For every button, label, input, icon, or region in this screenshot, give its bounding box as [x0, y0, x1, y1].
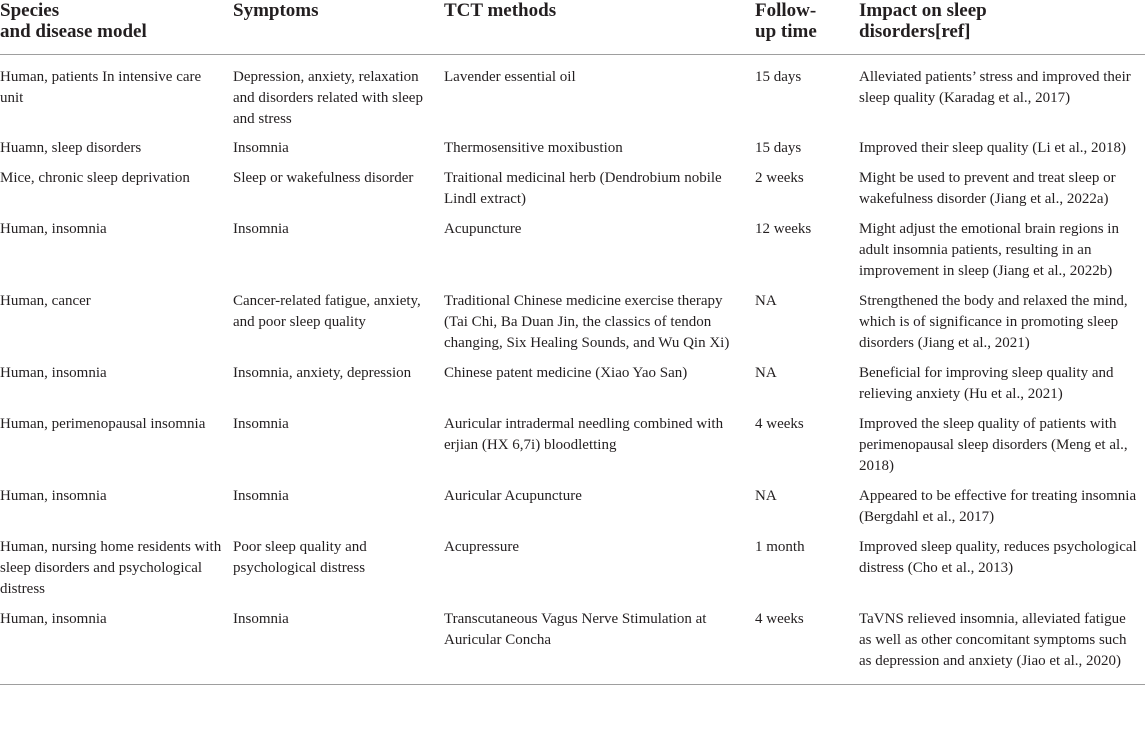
cell-species: Mice, chronic sleep deprivation: [0, 170, 190, 186]
cell-species: Human, insomnia: [0, 221, 107, 237]
cell-tct-methods: Acupressure: [444, 539, 519, 555]
cell-symptoms: Insomnia: [233, 416, 289, 432]
cell-species: Human, nursing home residents with sleep disorders and psychological distress: [0, 539, 222, 597]
cell-follow-up-time: NA: [755, 293, 777, 309]
table-row: [0, 291, 1145, 363]
cell-follow-up-time: 1 month: [755, 539, 805, 555]
cell-impact: Might adjust the emotional brain regions in adult insomnia patients, resulting in an improvement in sleep (Jiang et al., 2022b): [859, 221, 1119, 279]
cell-symptoms: Cancer-related fatigue, anxiety, and poor sleep quality: [233, 293, 421, 330]
cell-tct-methods: Auricular Acupuncture: [444, 488, 582, 504]
cell-species: Human, insomnia: [0, 611, 107, 627]
table-header: [0, 0, 1145, 55]
cell-follow-up-time: NA: [755, 488, 777, 504]
cell-follow-up-time: 12 weeks: [755, 221, 812, 237]
header-tct-methods: TCT methods: [444, 0, 557, 21]
header-symptoms: Symptoms: [233, 0, 319, 21]
cell-species: Human, perimenopausal insomnia: [0, 416, 206, 432]
cell-impact: Beneficial for improving sleep quality and relieving anxiety (Hu et al., 2021): [859, 365, 1114, 402]
cell-impact: Improved their sleep quality (Li et al., 2018): [859, 140, 1127, 156]
table-row: [0, 138, 1145, 168]
cell-symptoms: Depression, anxiety, relaxation and disorders related with sleep and stress: [233, 69, 423, 127]
cell-follow-up-time: 15 days: [755, 140, 802, 156]
table-row: [0, 414, 1145, 486]
cell-tct-methods: Auricular intradermal needling combined with erjian (HX 6,7i) bloodletting: [444, 416, 724, 453]
cell-symptoms: Poor sleep quality and psychological distress: [233, 539, 367, 576]
table-row: [0, 55, 1145, 139]
table-row: [0, 609, 1145, 685]
table-body: [0, 55, 1145, 685]
cell-species: Human, cancer: [0, 293, 91, 309]
header-follow-up-time: Follow- up time: [755, 0, 817, 42]
table-row: [0, 537, 1145, 609]
cell-tct-methods: Chinese patent medicine (Xiao Yao San): [444, 365, 688, 381]
table-row: [0, 219, 1145, 291]
cell-symptoms: Insomnia: [233, 611, 289, 627]
cell-tct-methods: Traditional Chinese medicine exercise therapy (Tai Chi, Ba Duan Jin, the classics of tendon changing, Six Healing Sounds, and Wu Qin Xi): [444, 293, 730, 351]
table-row: [0, 363, 1145, 414]
cell-follow-up-time: 15 days: [755, 69, 802, 85]
cell-symptoms: Insomnia: [233, 140, 289, 156]
cell-impact: Strengthened the body and relaxed the mind, which is of significance in promoting sleep disorders (Jiang et al., 2021): [859, 293, 1128, 351]
table-row: [0, 486, 1145, 537]
cell-tct-methods: Traitional medicinal herb (Dendrobium nobile Lindl extract): [444, 170, 722, 207]
cell-symptoms: Insomnia, anxiety, depression: [233, 365, 412, 381]
cell-impact: Might be used to prevent and treat sleep or wakefulness disorder (Jiang et al., 2022a): [859, 170, 1116, 207]
cell-symptoms: Insomnia: [233, 221, 289, 237]
header-row: [0, 0, 1145, 55]
cell-impact: Improved the sleep quality of patients with perimenopausal sleep disorders (Meng et al., 2018): [859, 416, 1128, 474]
cell-follow-up-time: 4 weeks: [755, 416, 804, 432]
cell-symptoms: Insomnia: [233, 488, 289, 504]
cell-tct-methods: Acupuncture: [444, 221, 522, 237]
cell-impact: Appeared to be effective for treating insomnia (Bergdahl et al., 2017): [859, 488, 1137, 525]
cell-tct-methods: Thermosensitive moxibustion: [444, 140, 623, 156]
cell-species: Human, patients In intensive care unit: [0, 69, 202, 106]
cell-tct-methods: Transcutaneous Vagus Nerve Stimulation at Auricular Concha: [444, 611, 707, 648]
cell-tct-methods: Lavender essential oil: [444, 69, 576, 85]
cell-species: Human, insomnia: [0, 365, 107, 381]
table-row: [0, 168, 1145, 219]
cell-follow-up-time: 2 weeks: [755, 170, 804, 186]
cell-species: Human, insomnia: [0, 488, 107, 504]
cell-impact: Alleviated patients’ stress and improved their sleep quality (Karadag et al., 2017): [859, 69, 1131, 106]
cell-impact: TaVNS relieved insomnia, alleviated fatigue as well as other concomitant symptoms such as depression and anxiety (Jiao et al., 2020): [859, 611, 1127, 669]
cell-follow-up-time: 4 weeks: [755, 611, 804, 627]
cell-symptoms: Sleep or wakefulness disorder: [233, 170, 414, 186]
header-species: Species and disease model: [0, 0, 147, 42]
cell-follow-up-time: NA: [755, 365, 777, 381]
header-impact: Impact on sleep disorders[ref]: [859, 0, 987, 42]
cell-species: Huamn, sleep disorders: [0, 140, 142, 156]
cell-impact: Improved sleep quality, reduces psychological distress (Cho et al., 2013): [859, 539, 1137, 576]
